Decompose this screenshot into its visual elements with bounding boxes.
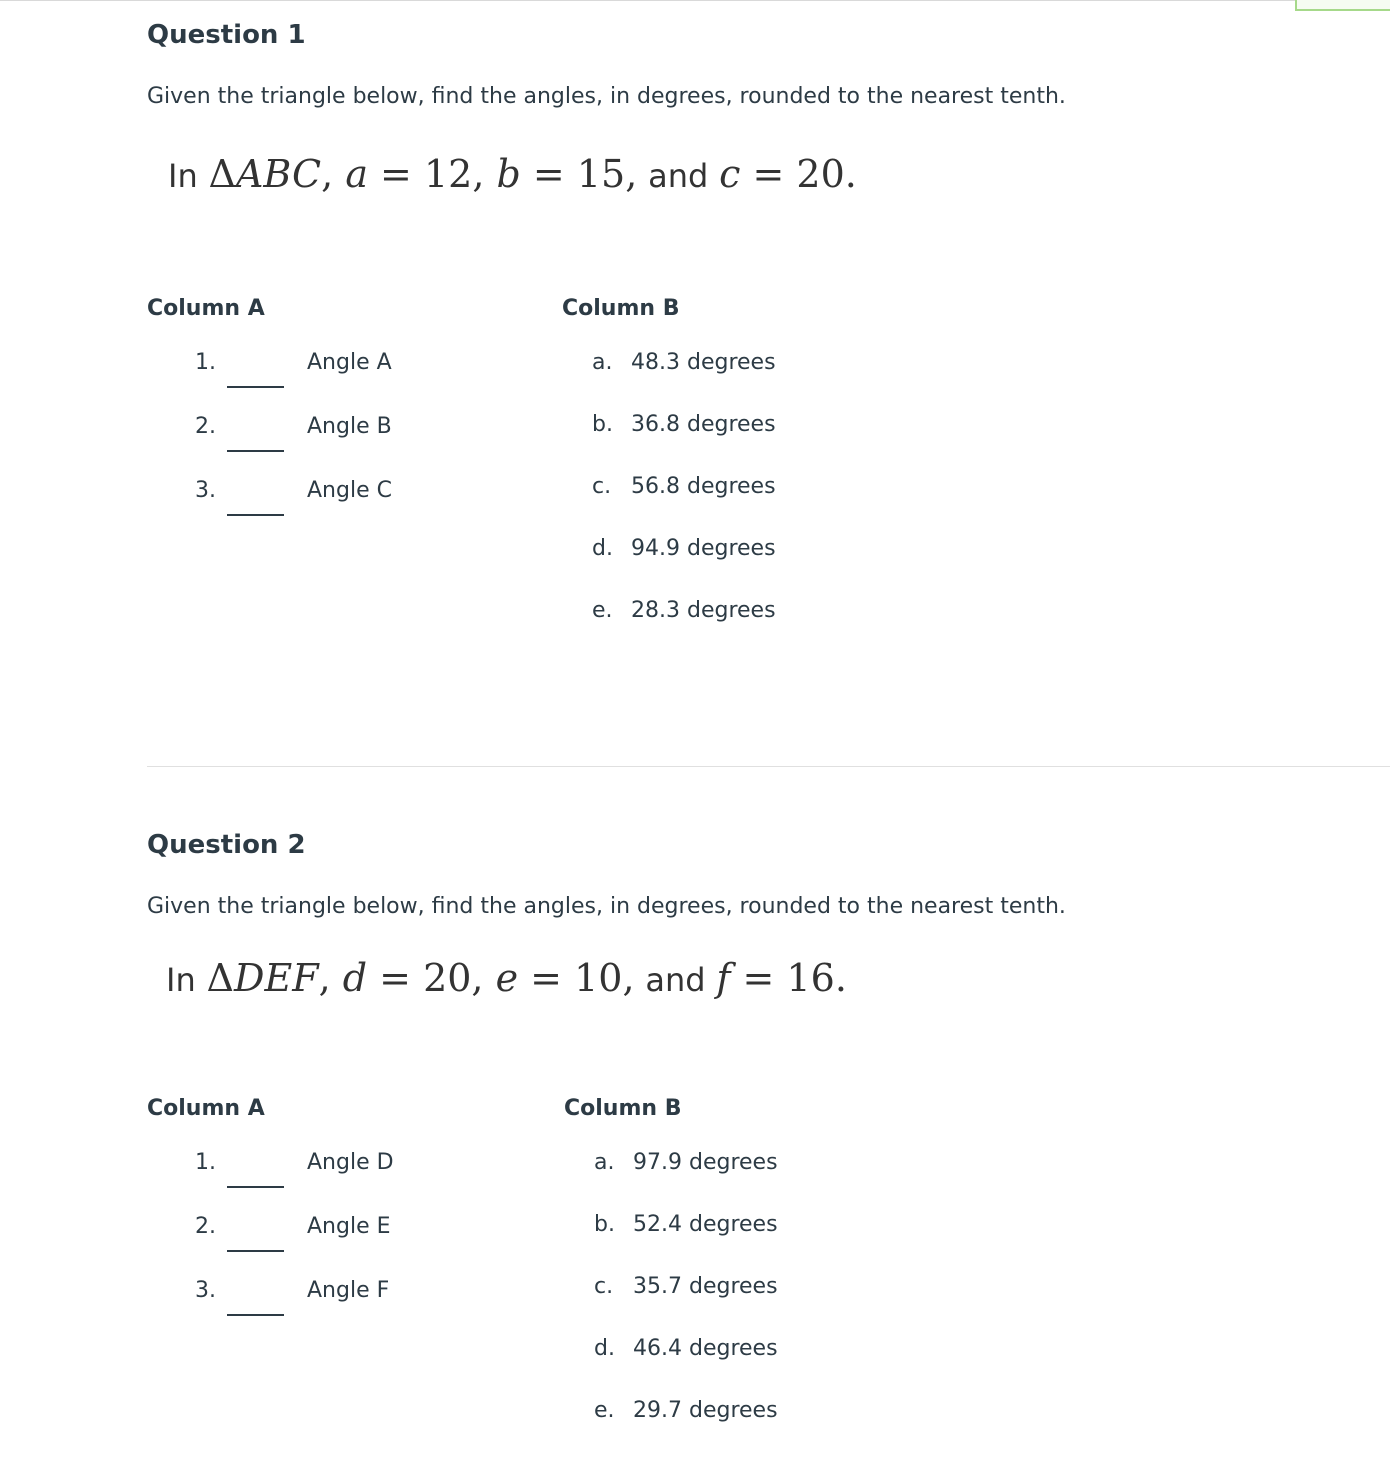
option-letter: c.	[592, 474, 612, 499]
given-lead: In	[168, 157, 198, 195]
answer-input[interactable]	[227, 1150, 284, 1188]
question-prompt: Given the triangle below, find the angles, in degrees, rounded to the nearest tenth.	[147, 84, 1066, 109]
side-2: e	[495, 956, 519, 1000]
option-letter: c.	[594, 1274, 614, 1299]
question-title: Question 2	[147, 830, 306, 860]
value-3: 16	[786, 956, 835, 1000]
side-1: d	[342, 956, 368, 1000]
option-text: 94.9 degrees	[631, 536, 776, 561]
option-text: 35.7 degrees	[633, 1274, 778, 1299]
given-lead: In	[166, 961, 196, 999]
item-label: Angle D	[307, 1150, 394, 1175]
column-b-header: Column B	[564, 1096, 682, 1121]
item-number: 2.	[195, 414, 216, 439]
column-a-header: Column A	[147, 296, 265, 321]
option-letter: a.	[594, 1150, 615, 1175]
option-letter: d.	[592, 536, 613, 561]
item-number: 3.	[195, 478, 216, 503]
given-expression: In ΔABC, a = 12, b = 15, and c = 20.	[168, 152, 857, 196]
question-prompt: Given the triangle below, find the angles, in degrees, rounded to the nearest tenth.	[147, 894, 1066, 919]
option-letter: e.	[592, 598, 613, 623]
side-3: c	[719, 152, 741, 196]
option-text: 46.4 degrees	[633, 1336, 778, 1361]
option-text: 48.3 degrees	[631, 350, 776, 375]
option-letter: d.	[594, 1336, 615, 1361]
column-b-header: Column B	[562, 296, 680, 321]
column-a-item	[147, 1150, 547, 1210]
item-number: 1.	[195, 350, 216, 375]
column-a-header: Column A	[147, 1096, 265, 1121]
given-conj: and	[648, 157, 709, 195]
value-3: 20	[796, 152, 845, 196]
option-text: 36.8 degrees	[631, 412, 776, 437]
item-label: Angle A	[307, 350, 392, 375]
answer-input[interactable]	[227, 1278, 284, 1316]
option-letter: a.	[592, 350, 613, 375]
item-number: 1.	[195, 1150, 216, 1175]
item-label: Angle F	[307, 1278, 390, 1303]
value-1: 12	[423, 152, 473, 196]
option-text: 28.3 degrees	[631, 598, 776, 623]
column-a-item	[147, 1214, 547, 1274]
item-label: Angle B	[307, 414, 392, 439]
side-1: a	[345, 152, 368, 196]
option-text: 52.4 degrees	[633, 1212, 778, 1237]
column-a-item	[147, 350, 547, 410]
answer-input[interactable]	[227, 414, 284, 452]
value-2: 15	[576, 152, 626, 196]
question-2	[147, 808, 1390, 1481]
question-1	[147, 0, 1390, 767]
question-title: Question 1	[147, 20, 306, 50]
triangle-name: ABC	[235, 152, 322, 196]
option-letter: e.	[594, 1398, 615, 1423]
value-2: 10	[574, 956, 623, 1000]
item-label: Angle E	[307, 1214, 391, 1239]
option-letter: b.	[592, 412, 613, 437]
item-number: 3.	[195, 1278, 216, 1303]
option-text: 29.7 degrees	[633, 1398, 778, 1423]
given-expression: In ΔDEF, d = 20, e = 10, and f = 16.	[166, 956, 847, 1000]
item-number: 2.	[195, 1214, 216, 1239]
answer-input[interactable]	[227, 1214, 284, 1252]
column-a-item	[147, 1278, 547, 1338]
option-text: 56.8 degrees	[631, 474, 776, 499]
side-2: b	[496, 152, 521, 196]
answer-input[interactable]	[227, 350, 284, 388]
answer-input[interactable]	[227, 478, 284, 516]
item-label: Angle C	[307, 478, 392, 503]
option-letter: b.	[594, 1212, 615, 1237]
side-3: f	[716, 956, 731, 1000]
triangle-name: DEF	[233, 956, 319, 1000]
option-text: 97.9 degrees	[633, 1150, 778, 1175]
column-a-item	[147, 414, 547, 474]
given-conj: and	[645, 961, 706, 999]
value-1: 20	[423, 956, 472, 1000]
column-a-item	[147, 478, 547, 538]
